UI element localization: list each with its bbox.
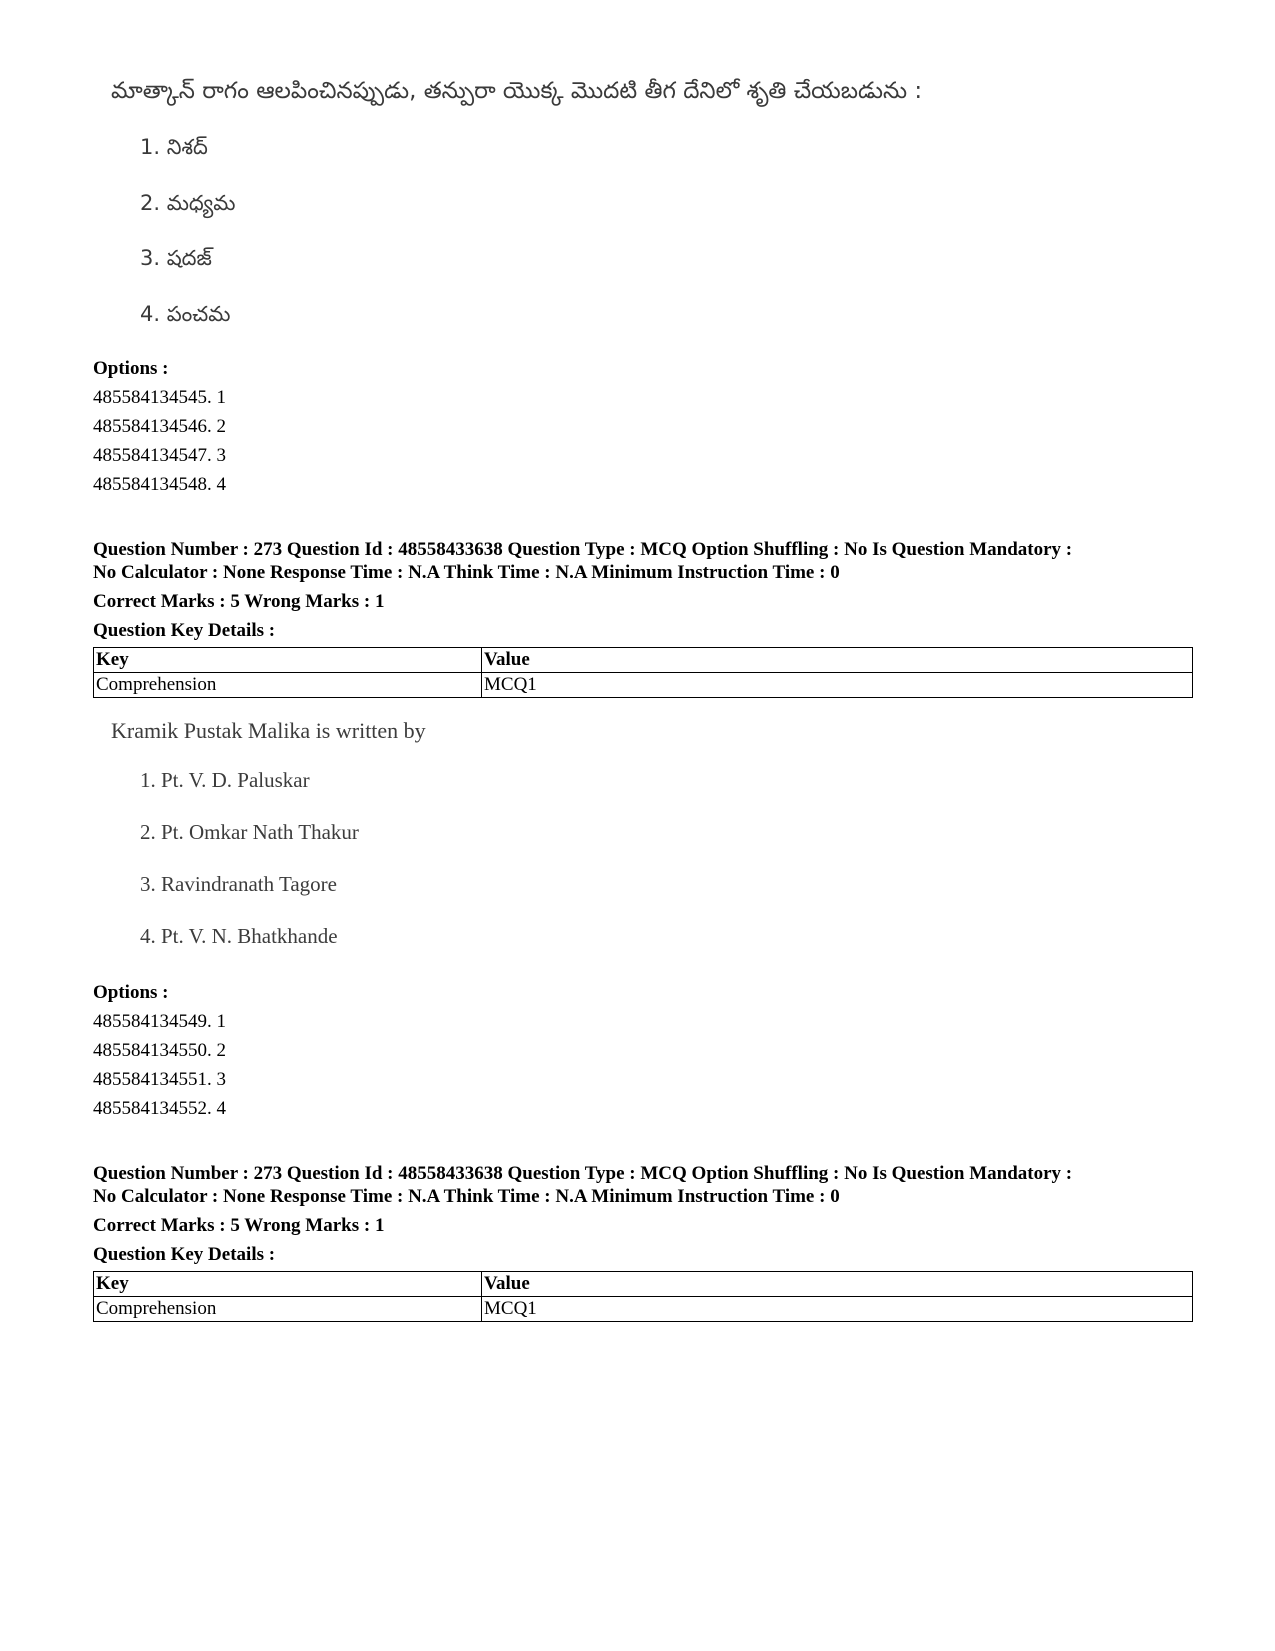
question-stem: మాత్కాన్ రాగం ఆలపించినప్పుడు, తన్పురా యొక్క మొదటి తీగ దేనిలో శృతి చేయబడును :	[111, 78, 923, 104]
option-item: 485584134546. 2	[93, 416, 226, 437]
question-choice-1: 1. Pt. V. D. Paluskar	[140, 768, 310, 792]
option-item: 485584134552. 4	[93, 1098, 226, 1119]
option-item: 485584134549. 1	[93, 1011, 226, 1032]
table-cell-value: MCQ1	[482, 673, 1193, 698]
question-meta	[93, 538, 1193, 584]
marks-line: Correct Marks : 5 Wrong Marks : 1	[93, 591, 385, 612]
key-details-label: Question Key Details :	[93, 620, 276, 641]
option-item: 485584134547. 3	[93, 445, 226, 466]
question-choice-2: 2. మధ్యమ	[140, 191, 236, 215]
question-stem: Kramik Pustak Malika is written by	[111, 718, 426, 743]
table-header-row	[94, 648, 1193, 673]
option-item: 485584134550. 2	[93, 1040, 226, 1061]
question-image-telugu	[93, 78, 1193, 348]
option-item: 485584134545. 1	[93, 387, 226, 408]
question-choice-3: 3. Ravindranath Tagore	[140, 872, 337, 896]
option-item: 485584134548. 4	[93, 474, 226, 495]
key-details-table	[93, 1271, 1193, 1322]
table-header-value: Value	[482, 648, 1193, 673]
options-label: Options :	[93, 358, 169, 379]
table-cell-key: Comprehension	[94, 673, 482, 698]
question-choice-3: 3. షదజ్	[140, 246, 212, 270]
table-header-row	[94, 1272, 1193, 1297]
table-cell-key: Comprehension	[94, 1297, 482, 1322]
question-choice-4: 4. Pt. V. N. Bhatkhande	[140, 924, 338, 948]
question-meta-line-2: No Calculator : None Response Time : N.A Think Time : N.A Minimum Instruction Time : 0	[93, 1186, 840, 1207]
table-header-value: Value	[482, 1272, 1193, 1297]
table-header-key: Key	[94, 1272, 482, 1297]
question-choice-4: 4. పంచమ	[140, 302, 231, 326]
table-cell-value: MCQ1	[482, 1297, 1193, 1322]
table-row	[94, 1297, 1193, 1322]
options-label: Options :	[93, 982, 169, 1003]
question-choice-1: 1. నిశద్	[140, 135, 208, 159]
options-list	[93, 383, 226, 499]
table-row	[94, 673, 1193, 698]
question-meta-line-1: Question Number : 273 Question Id : 48558433638 Question Type : MCQ Option Shuffling : No Is Question Mandatory :	[93, 539, 1073, 560]
question-choice-2: 2. Pt. Omkar Nath Thakur	[140, 820, 359, 844]
question-meta-line-2: No Calculator : None Response Time : N.A Think Time : N.A Minimum Instruction Time : 0	[93, 562, 840, 583]
option-item: 485584134551. 3	[93, 1069, 226, 1090]
key-details-table	[93, 647, 1193, 698]
table-header-key: Key	[94, 648, 482, 673]
question-image-english	[93, 718, 1193, 968]
question-meta-line-1: Question Number : 273 Question Id : 48558433638 Question Type : MCQ Option Shuffling : No Is Question Mandatory :	[93, 1163, 1073, 1184]
key-details-label: Question Key Details :	[93, 1244, 276, 1265]
options-list	[93, 1007, 226, 1123]
question-meta	[93, 1162, 1193, 1208]
marks-line: Correct Marks : 5 Wrong Marks : 1	[93, 1215, 385, 1236]
